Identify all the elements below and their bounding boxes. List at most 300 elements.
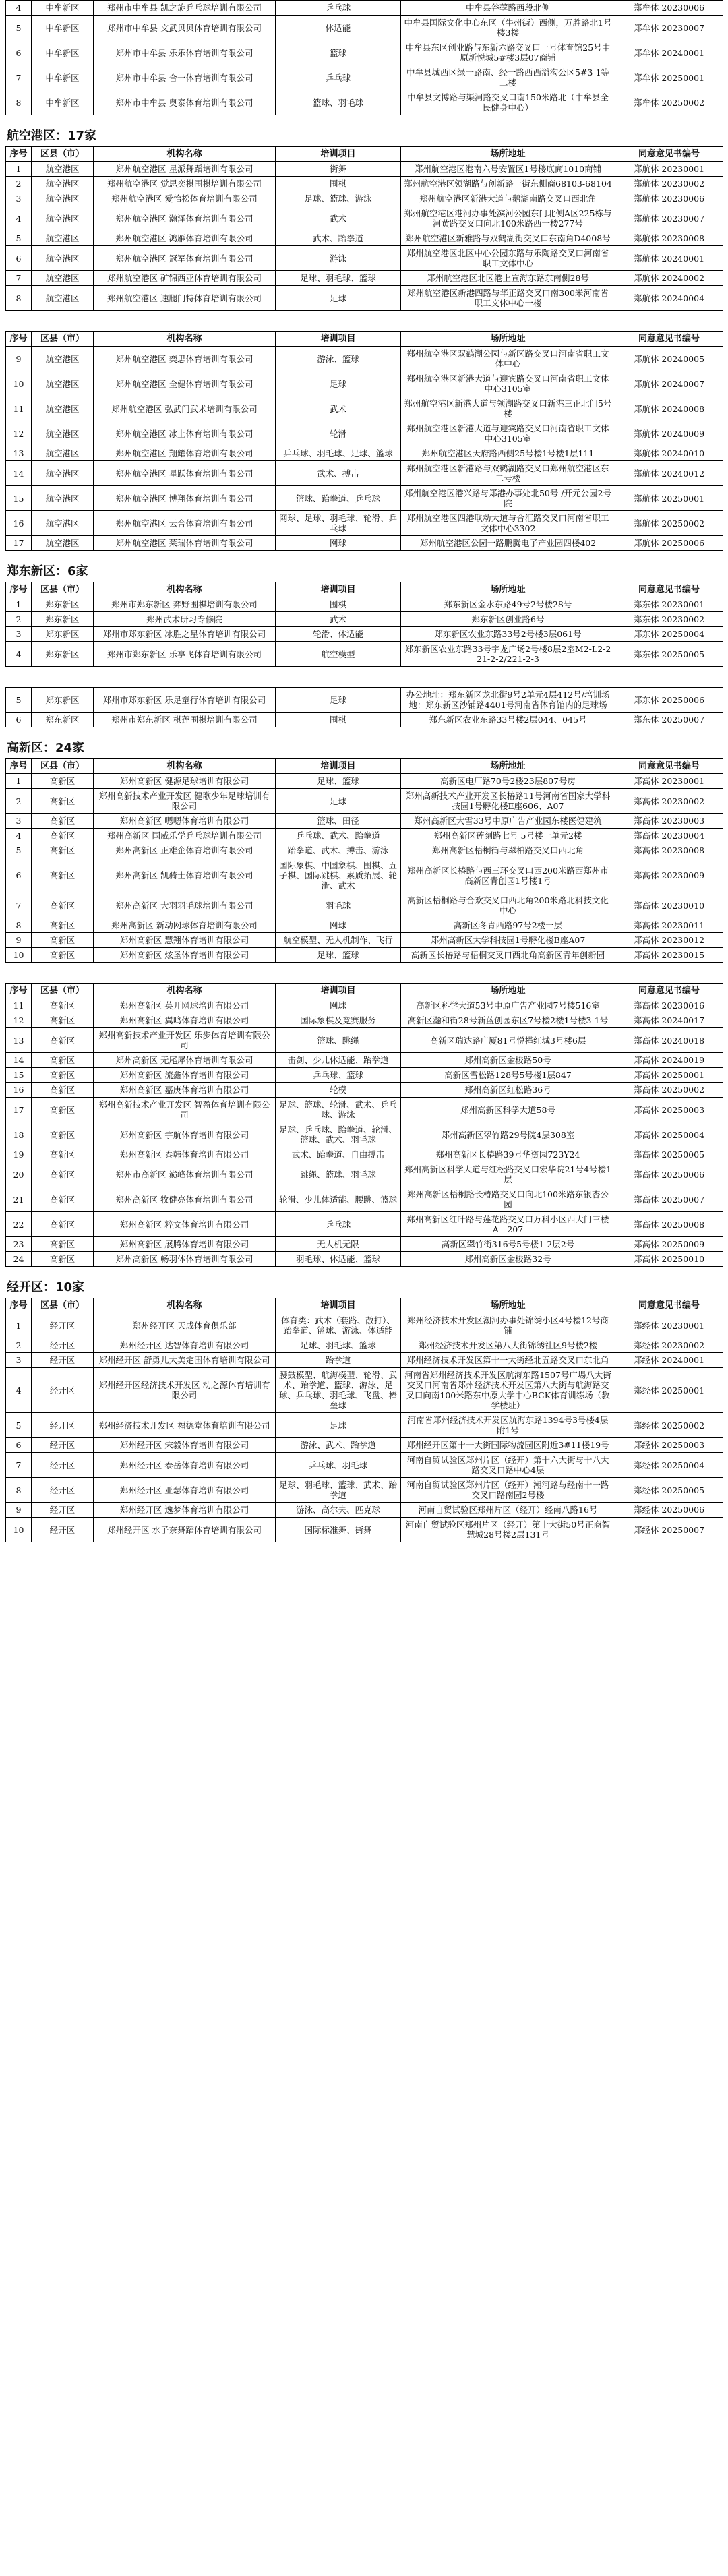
column-header: 培训项目 <box>276 332 401 347</box>
row-number: 13 <box>6 446 32 461</box>
row-number: 12 <box>6 421 32 446</box>
row-number: 16 <box>6 1083 32 1098</box>
row-institution: 郑州高新技术产业开发区 智盈体育培训有限公司 <box>94 1098 276 1122</box>
row-district: 郑东新区 <box>32 642 94 667</box>
row-program: 轮滑、体适能 <box>276 627 401 642</box>
row-institution: 郑州市郑东新区 弈野围棋培训有限公司 <box>94 597 276 612</box>
row-permit-number: 郑高体 20230008 <box>615 843 723 858</box>
row-address: 郑东新区金水东路49号2号楼28号 <box>401 597 615 612</box>
row-permit-number: 郑高体 20230010 <box>615 893 723 918</box>
row-district: 高新区 <box>32 1162 94 1187</box>
row-address: 郑州航空港区四港联动大道与合汇路交叉口河南省职工文体中心3302 <box>401 511 615 536</box>
row-permit-number: 郑高体 20250007 <box>615 1187 723 1212</box>
row-program: 乒乓球 <box>276 65 401 90</box>
row-institution: 郑州市中牟县 文武贝贝体育培训有限公司 <box>94 16 276 40</box>
row-district: 高新区 <box>32 1212 94 1237</box>
row-address: 郑州航空港区新雅路与双鹤湖街交叉口东南角D4008号 <box>401 231 615 246</box>
row-program: 足球、篮球、轮滑、武术、乒乓球、游泳 <box>276 1098 401 1122</box>
row-institution: 郑州市郑东新区 冰胜之星体育培训有限公司 <box>94 627 276 642</box>
row-institution: 郑州经开区 水子奈舞蹈体育培训有限公司 <box>94 1518 276 1542</box>
row-program: 足球、羽毛球、篮球 <box>276 1338 401 1353</box>
table-row <box>6 1518 723 1542</box>
table-row <box>6 1252 723 1267</box>
row-permit-number: 郑航体 20240005 <box>615 347 723 371</box>
row-district: 航空港区 <box>32 536 94 551</box>
row-district: 高新区 <box>32 933 94 948</box>
row-district: 高新区 <box>32 1187 94 1212</box>
table-row <box>6 1053 723 1068</box>
row-institution: 郑州高新区 泰韩体育培训有限公司 <box>94 1147 276 1162</box>
row-address: 郑州航空港区港河办事处滨河公园东门北侧A区225栋与河黄路交叉口向北100米路西一楼277号 <box>401 206 615 231</box>
table-row <box>6 446 723 461</box>
row-program: 腰鼓模型、航海模型、轮滑、武术、跆拳道、篮球、游泳、足球、乒乓球、羽毛球、飞盘、棒垒球 <box>276 1368 401 1413</box>
row-institution: 郑州市中牟县 乐乐体育培训有限公司 <box>94 40 276 65</box>
row-number: 10 <box>6 371 32 396</box>
row-district: 经开区 <box>32 1313 94 1338</box>
row-address: 高新区冬青西路97号2楼一层 <box>401 918 615 933</box>
column-header: 培训项目 <box>276 984 401 998</box>
row-address: 郑州航空港区新港大道与迎宾路交叉口河南省职工文体中心3105室 <box>401 421 615 446</box>
table-header-row <box>6 332 723 347</box>
row-number: 15 <box>6 486 32 511</box>
column-header: 培训项目 <box>276 759 401 774</box>
row-permit-number: 郑高体 20230001 <box>615 774 723 789</box>
column-header: 机构名称 <box>94 1298 276 1313</box>
row-institution: 郑州高新区 正雄企体育培训有限公司 <box>94 843 276 858</box>
row-institution: 郑州高新技术产业开发区 健歌少年足球培训有限公司 <box>94 789 276 814</box>
row-institution: 郑州高新区 炫圣体育培训有限公司 <box>94 948 276 963</box>
row-district: 航空港区 <box>32 446 94 461</box>
row-number: 11 <box>6 396 32 421</box>
row-number: 1 <box>6 1313 32 1338</box>
row-number: 7 <box>6 893 32 918</box>
row-institution: 郑州航空港区 觉思奕棋围棋培训有限公司 <box>94 177 276 191</box>
row-address: 郑州高新区红叶路与莲花路交叉口万科小区西大门三楼A—207 <box>401 1212 615 1237</box>
row-institution: 郑州高新区 嗯嗯体育培训有限公司 <box>94 814 276 829</box>
row-permit-number: 郑高体 20230015 <box>615 948 723 963</box>
row-permit-number: 郑航体 20240009 <box>615 421 723 446</box>
column-header: 同意意见书编号 <box>615 147 723 162</box>
row-program: 击剑、少儿体适能、跆拳道 <box>276 1053 401 1068</box>
table-row <box>6 688 723 713</box>
row-institution: 郑州市中牟县 奥泰体育培训有限公司 <box>94 90 276 115</box>
row-program: 足球、羽毛球、篮球、武术、跆拳道 <box>276 1478 401 1503</box>
row-permit-number: 郑航体 20230002 <box>615 177 723 191</box>
row-address: 高新区电厂路70号2楼23层807号房 <box>401 774 615 789</box>
row-program: 武术 <box>276 206 401 231</box>
table-row <box>6 396 723 421</box>
row-permit-number: 郑高体 20230012 <box>615 933 723 948</box>
row-number: 18 <box>6 1122 32 1147</box>
row-address: 高新区翠竹街316号5号楼1-2层2号 <box>401 1237 615 1252</box>
row-institution: 郑州经开区经济技术开发区 动之源体育培训有限公司 <box>94 1368 276 1413</box>
row-number: 7 <box>6 271 32 286</box>
table-row <box>6 347 723 371</box>
row-address: 郑州航空港区公园一路鹏腾电子产业园四楼402 <box>401 536 615 551</box>
row-address: 郑州航空港区北区港上宣海东路东南侧28号 <box>401 271 615 286</box>
row-permit-number: 郑经体 20230002 <box>615 1338 723 1353</box>
row-program: 足球、羽毛球、篮球 <box>276 271 401 286</box>
row-permit-number: 郑航体 20250006 <box>615 536 723 551</box>
row-institution: 郑州航空港区 冠军体育培训有限公司 <box>94 246 276 271</box>
row-institution: 郑州高新区 展腾体育培训有限公司 <box>94 1237 276 1252</box>
row-permit-number: 郑航体 20240007 <box>615 371 723 396</box>
table-row <box>6 1068 723 1083</box>
row-address: 中牟县谷荸路西段北侧 <box>401 1 615 16</box>
row-number: 13 <box>6 1028 32 1053</box>
row-number: 12 <box>6 1013 32 1028</box>
row-district: 航空港区 <box>32 461 94 486</box>
table-row <box>6 1187 723 1212</box>
table-segment <box>5 1275 723 1542</box>
row-program: 篮球、跆拳道、乒乓球 <box>276 486 401 511</box>
table-row <box>6 1353 723 1368</box>
row-program: 武术 <box>276 396 401 421</box>
row-district: 高新区 <box>32 1028 94 1053</box>
row-number: 2 <box>6 789 32 814</box>
row-address: 郑州经济技术开发区潮河办事处锦绣小区4号楼12号商铺 <box>401 1313 615 1338</box>
table-row <box>6 1503 723 1518</box>
row-district: 高新区 <box>32 1252 94 1267</box>
table-row <box>6 16 723 40</box>
row-permit-number: 郑高体 20230003 <box>615 814 723 829</box>
row-program: 足球、篮球 <box>276 948 401 963</box>
column-header: 区县（市） <box>32 984 94 998</box>
row-institution: 郑州航空港区 翔耀体育培训有限公司 <box>94 446 276 461</box>
row-program: 国际象棋及竞赛服务 <box>276 1013 401 1028</box>
row-program: 羽毛球 <box>276 893 401 918</box>
row-program: 游泳、篮球 <box>276 347 401 371</box>
table-row <box>6 893 723 918</box>
row-number: 17 <box>6 536 32 551</box>
row-permit-number: 郑高体 20250002 <box>615 1083 723 1098</box>
row-program: 游泳 <box>276 246 401 271</box>
table-row <box>6 789 723 814</box>
row-program: 网球、足球、羽毛球、轮滑、乒乓球 <box>276 511 401 536</box>
table-row <box>6 246 723 271</box>
row-district: 经开区 <box>32 1353 94 1368</box>
row-institution: 郑州高新区 翼鸣体育培训有限公司 <box>94 1013 276 1028</box>
table-row <box>6 511 723 536</box>
column-header: 培训项目 <box>276 1298 401 1313</box>
row-number: 15 <box>6 1068 32 1083</box>
row-address: 中牟县东区创业路与东新六路交叉口一号体育馆25号中原新悦城5#楼3层07商铺 <box>401 40 615 65</box>
row-address: 郑东新区农业东路33号宇龙广场2号楼8层2室M2-L2-221-2-2/221-2-3 <box>401 642 615 667</box>
table-header-row <box>6 759 723 774</box>
table-segment <box>5 123 723 311</box>
row-district: 航空港区 <box>32 162 94 177</box>
row-institution: 郑州航空港区 星跃体育培训有限公司 <box>94 461 276 486</box>
row-address: 河南自贸试验区郑州片区（经开）第十六大街与十八大路交叉口路中心4层 <box>401 1453 615 1478</box>
row-address: 中牟县城西区绿一路南、经一路西西溢沟公区5#3-1等二楼 <box>401 65 615 90</box>
row-number: 8 <box>6 918 32 933</box>
row-district: 郑东新区 <box>32 713 94 727</box>
table-row <box>6 933 723 948</box>
row-program: 羽毛球、体适能、篮球 <box>276 1252 401 1267</box>
row-district: 航空港区 <box>32 231 94 246</box>
row-number: 8 <box>6 90 32 115</box>
row-program: 武术、跆拳道 <box>276 231 401 246</box>
row-program: 体适能 <box>276 16 401 40</box>
row-district: 航空港区 <box>32 246 94 271</box>
row-address: 郑州高新区长椿路与西三环交叉口西200米路西郑州市高新区青创园1号楼1号 <box>401 858 615 893</box>
table-row <box>6 713 723 727</box>
row-address: 郑州经济技术开发区第十一大街经北五路交叉口东北角 <box>401 1353 615 1368</box>
row-district: 中牟新区 <box>32 1 94 16</box>
table-row <box>6 1478 723 1503</box>
row-address: 郑州高新区大雪33号中原广告产业园东楼医健建筑 <box>401 814 615 829</box>
row-address: 郑州高新区科学大道58号 <box>401 1098 615 1122</box>
row-number: 5 <box>6 843 32 858</box>
row-address: 高新区瑞达路广厦81号悦槿红城3号楼6层 <box>401 1028 615 1053</box>
table-row <box>6 1083 723 1098</box>
row-district: 高新区 <box>32 1098 94 1122</box>
row-address: 郑州高新区梧桐路长椿路交叉口向北100米路东银杏公园 <box>401 1187 615 1212</box>
row-number: 8 <box>6 1478 32 1503</box>
row-district: 航空港区 <box>32 271 94 286</box>
row-number: 10 <box>6 948 32 963</box>
row-institution: 郑州经开区 舒勇儿大美定围体育培训有限公司 <box>94 1353 276 1368</box>
row-institution: 郑州高新区 凯骑士体育培训有限公司 <box>94 858 276 893</box>
row-institution: 郑州高新区 健源足球培训有限公司 <box>94 774 276 789</box>
column-header: 场所地址 <box>401 759 615 774</box>
row-number: 19 <box>6 1147 32 1162</box>
row-program: 篮球、跳绳 <box>276 1028 401 1053</box>
column-header: 序号 <box>6 984 32 998</box>
row-permit-number: 郑航体 20250001 <box>615 486 723 511</box>
row-permit-number: 郑航体 20240002 <box>615 271 723 286</box>
row-program: 轮滑、少儿体适能、腰跳、篮球 <box>276 1187 401 1212</box>
registry-table <box>5 687 723 727</box>
row-program: 乒乓球、武术、跆拳道 <box>276 829 401 843</box>
row-district: 经开区 <box>32 1478 94 1503</box>
row-address: 郑州航空港区新港大道与鹅湖南路交叉口西北角 <box>401 191 615 206</box>
row-number: 1 <box>6 597 32 612</box>
row-permit-number: 郑东体 20230001 <box>615 597 723 612</box>
row-permit-number: 郑高体 20230011 <box>615 918 723 933</box>
table-row <box>6 286 723 311</box>
row-number: 7 <box>6 1453 32 1478</box>
table-row <box>6 65 723 90</box>
row-institution: 郑州高新区 粹文体育培训有限公司 <box>94 1212 276 1237</box>
column-header: 同意意见书编号 <box>615 984 723 998</box>
row-number: 4 <box>6 206 32 231</box>
row-permit-number: 郑高体 20240019 <box>615 1053 723 1068</box>
row-program: 足球、篮球、游泳 <box>276 191 401 206</box>
table-row <box>6 371 723 396</box>
table-row <box>6 1453 723 1478</box>
registry-table <box>5 146 723 311</box>
row-program: 乒乓球 <box>276 1 401 16</box>
column-header: 场所地址 <box>401 984 615 998</box>
row-program: 围棋 <box>276 177 401 191</box>
row-address: 中牟县国际文化中心东区（牛州街）西侧，万胜路北1号楼3楼 <box>401 16 615 40</box>
row-permit-number: 郑航体 20250002 <box>615 511 723 536</box>
row-address: 郑州经开区第十一大街国际物流园区附近3#11楼19号 <box>401 1438 615 1453</box>
column-header: 培训项目 <box>276 582 401 597</box>
row-institution: 郑州经开区 天成体育俱乐部 <box>94 1313 276 1338</box>
table-header-row <box>6 984 723 998</box>
row-district: 高新区 <box>32 1053 94 1068</box>
row-number: 5 <box>6 16 32 40</box>
column-header: 同意意见书编号 <box>615 332 723 347</box>
row-district: 航空港区 <box>32 421 94 446</box>
row-program: 跆拳道 <box>276 1353 401 1368</box>
table-row <box>6 1368 723 1413</box>
row-address: 郑州高新区科学大道与红松路交叉口宏华院21号4号楼1层 <box>401 1162 615 1187</box>
table-row <box>6 1413 723 1438</box>
row-address: 郑州高新区莲刻路七号 5号楼一单元2楼 <box>401 829 615 843</box>
table-row <box>6 1162 723 1187</box>
row-number: 21 <box>6 1187 32 1212</box>
row-permit-number: 郑东体 20250006 <box>615 688 723 713</box>
column-header: 培训项目 <box>276 147 401 162</box>
row-address: 郑州高新区大学科技园1号孵化楼B座A07 <box>401 933 615 948</box>
row-district: 高新区 <box>32 1013 94 1028</box>
row-permit-number: 郑高体 20240018 <box>615 1028 723 1053</box>
row-institution: 郑州航空港区 奕思体育培训有限公司 <box>94 347 276 371</box>
row-number: 3 <box>6 191 32 206</box>
row-number: 1 <box>6 774 32 789</box>
row-district: 郑东新区 <box>32 627 94 642</box>
table-row <box>6 1212 723 1237</box>
row-institution: 郑州高新区 流鑫体育培训有限公司 <box>94 1068 276 1083</box>
row-district: 高新区 <box>32 858 94 893</box>
row-institution: 郑州航空港区 鸿雁体育培训有限公司 <box>94 231 276 246</box>
row-program: 国际象棋、中国象棋、围棋、五子棋、国际跳棋、素质拓展、轮滑、武术 <box>276 858 401 893</box>
row-permit-number: 郑航体 20230007 <box>615 206 723 231</box>
row-permit-number: 郑高体 20250005 <box>615 1147 723 1162</box>
row-institution: 郑州高新区 大羽羽毛球培训有限公司 <box>94 893 276 918</box>
row-number: 1 <box>6 162 32 177</box>
row-district: 高新区 <box>32 1147 94 1162</box>
row-address: 河南自贸试验区郑州片区（经开）经南八路16号 <box>401 1503 615 1518</box>
row-permit-number: 郑高体 20250009 <box>615 1237 723 1252</box>
row-district: 中牟新区 <box>32 65 94 90</box>
row-program: 乒乓球、羽毛球、足球、篮球 <box>276 446 401 461</box>
row-program: 足球、篮球 <box>276 774 401 789</box>
column-header: 序号 <box>6 582 32 597</box>
row-permit-number: 郑高体 20230004 <box>615 829 723 843</box>
row-institution: 郑州航空港区 矿锦西亚体育培训有限公司 <box>94 271 276 286</box>
row-address: 郑州高新区红松路36号 <box>401 1083 615 1098</box>
row-permit-number: 郑高体 20250001 <box>615 1068 723 1083</box>
row-program: 跆拳道、武术、搏击、游泳 <box>276 843 401 858</box>
row-permit-number: 郑高体 20250003 <box>615 1098 723 1122</box>
row-number: 6 <box>6 1438 32 1453</box>
row-program: 乒乓球 <box>276 1212 401 1237</box>
row-permit-number: 郑高体 20230002 <box>615 789 723 814</box>
row-institution: 郑州市中牟县 合一体育培训有限公司 <box>94 65 276 90</box>
row-number: 10 <box>6 1518 32 1542</box>
row-permit-number: 郑高体 20230009 <box>615 858 723 893</box>
page-gap <box>0 551 728 559</box>
row-institution: 郑州航空港区 星派舞蹈培训有限公司 <box>94 162 276 177</box>
table-row <box>6 1122 723 1147</box>
row-program: 轮模 <box>276 1083 401 1098</box>
registry-table <box>5 983 723 1267</box>
table-row <box>6 40 723 65</box>
row-number: 8 <box>6 286 32 311</box>
row-institution: 郑州经开区 宋毅体育培训有限公司 <box>94 1438 276 1453</box>
page-gap <box>0 727 728 736</box>
row-district: 经开区 <box>32 1453 94 1478</box>
row-address: 河南省郑州经济技术开发区航海东路1394号3号楼4层附1号 <box>401 1413 615 1438</box>
table-row <box>6 421 723 446</box>
column-header: 序号 <box>6 759 32 774</box>
table-row <box>6 90 723 115</box>
row-program: 足球 <box>276 286 401 311</box>
row-number: 3 <box>6 1353 32 1368</box>
row-institution: 郑州经开区 达智体育培训有限公司 <box>94 1338 276 1353</box>
row-district: 高新区 <box>32 1068 94 1083</box>
row-district: 郑东新区 <box>32 597 94 612</box>
row-institution: 郑州高新技术产业开发区 乐步体育培训有限公司 <box>94 1028 276 1053</box>
row-address: 郑州航空港区港南六号安置区1号楼底商1010商铺 <box>401 162 615 177</box>
row-institution: 郑州航空港区 博翔体育培训有限公司 <box>94 486 276 511</box>
row-number: 7 <box>6 65 32 90</box>
registry-table <box>5 582 723 667</box>
row-address: 郑州航空港区新港大道与领湖路交叉口新港三正北门5号楼 <box>401 396 615 421</box>
table-row <box>6 642 723 667</box>
table-row <box>6 1338 723 1353</box>
row-institution: 郑州航空港区 爱怡松体育培训有限公司 <box>94 191 276 206</box>
row-institution: 郑州高新区 无尾犀体育培训有限公司 <box>94 1053 276 1068</box>
row-institution: 郑州市郑东新区 乐足童行体育培训有限公司 <box>94 688 276 713</box>
row-address: 郑州航空港区港兴路与郑港办事处北50号 /开元公园2号院 <box>401 486 615 511</box>
row-address: 郑州航空港区双鹤湖公园与新区路交叉口河南省职工文体中心 <box>401 347 615 371</box>
row-address: 河南自贸试验区郑州片区（经开）潮河路与经南十一路交叉口路南园2号楼 <box>401 1478 615 1503</box>
row-institution: 郑州航空港区 云合体育培训有限公司 <box>94 511 276 536</box>
row-program: 武术 <box>276 612 401 627</box>
row-permit-number: 郑牟体 20250001 <box>615 65 723 90</box>
row-address: 高新区梧桐路与合欢交叉口西北角200米路北科技文化中心 <box>401 893 615 918</box>
row-institution: 郑州高新区 畅羽体体育培训有限公司 <box>94 1252 276 1267</box>
row-program: 轮滑 <box>276 421 401 446</box>
column-header: 同意意见书编号 <box>615 1298 723 1313</box>
table-row <box>6 814 723 829</box>
row-district: 高新区 <box>32 918 94 933</box>
table-row <box>6 1 723 16</box>
table-row <box>6 461 723 486</box>
row-district: 郑东新区 <box>32 688 94 713</box>
row-address: 河南自贸试验区郑州片区（经开）第十大街50号正商智慧城28号楼2层131号 <box>401 1518 615 1542</box>
table-row <box>6 1098 723 1122</box>
row-district: 经开区 <box>32 1338 94 1353</box>
row-program: 国际标准舞、街舞 <box>276 1518 401 1542</box>
row-institution: 郑州经开区 泰岳体育培训有限公司 <box>94 1453 276 1478</box>
row-district: 中牟新区 <box>32 16 94 40</box>
row-permit-number: 郑高体 20250006 <box>615 1162 723 1187</box>
row-district: 高新区 <box>32 893 94 918</box>
row-number: 24 <box>6 1252 32 1267</box>
row-district: 航空港区 <box>32 286 94 311</box>
row-district: 航空港区 <box>32 371 94 396</box>
table-row <box>6 612 723 627</box>
row-institution: 郑州市郑东新区 棋莲围棋培训有限公司 <box>94 713 276 727</box>
column-header: 同意意见书编号 <box>615 759 723 774</box>
column-header: 同意意见书编号 <box>615 582 723 597</box>
row-number: 11 <box>6 998 32 1013</box>
row-district: 航空港区 <box>32 486 94 511</box>
table-segment <box>5 331 723 551</box>
row-permit-number: 郑东体 20250007 <box>615 713 723 727</box>
table-segment <box>5 687 723 727</box>
row-institution: 郑州经济技术开发区 福德堂体育培训有限公司 <box>94 1413 276 1438</box>
row-program: 足球、乒乓球、跆拳道、轮滑、篮球、武术、羽毛球 <box>276 1122 401 1147</box>
row-permit-number: 郑经体 20250007 <box>615 1518 723 1542</box>
row-permit-number: 郑东体 20250004 <box>615 627 723 642</box>
